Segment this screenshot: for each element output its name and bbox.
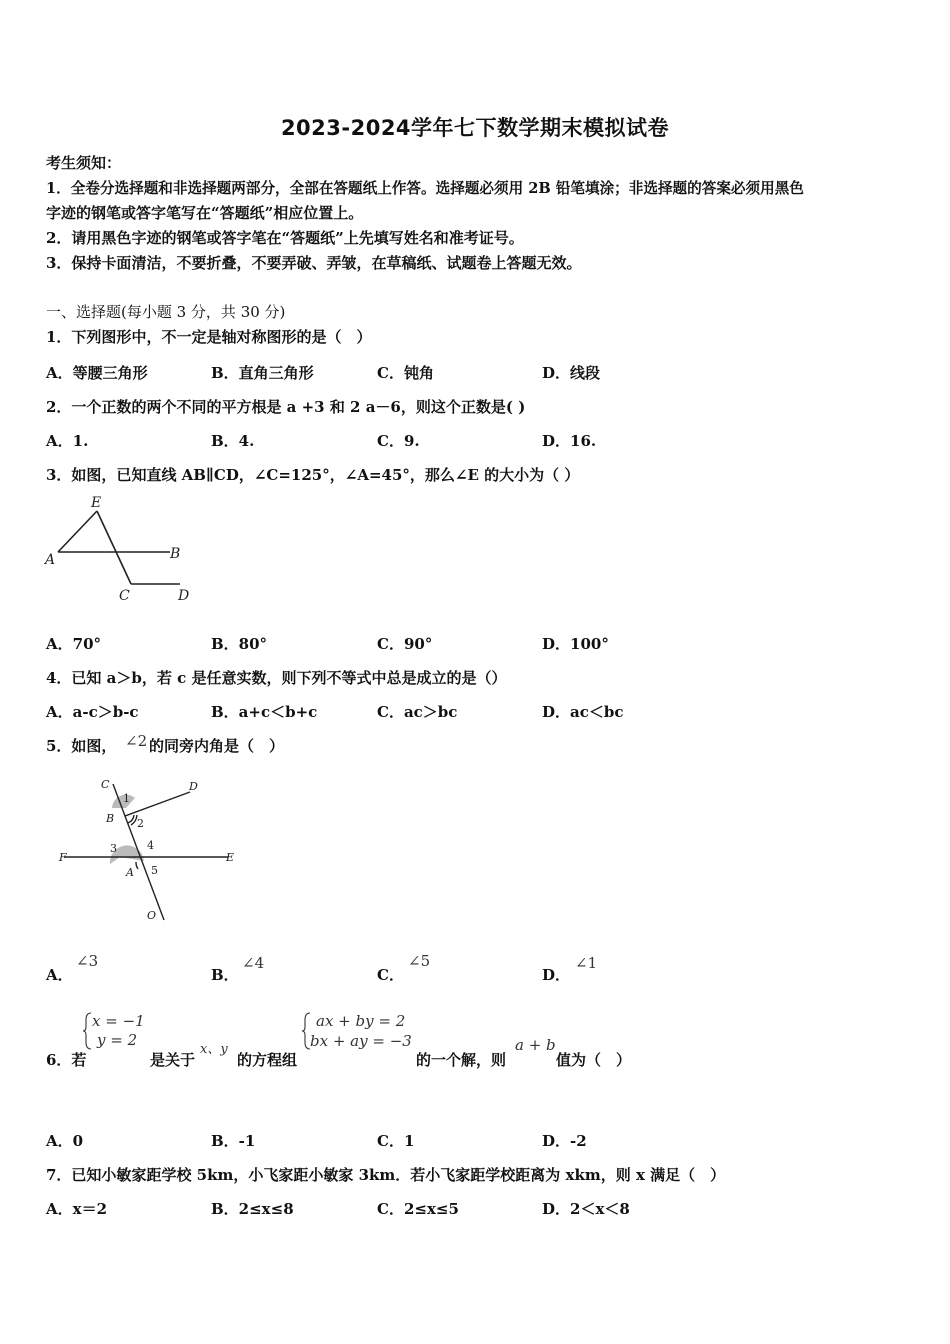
q6-option-d[interactable]: D．-2 (542, 1132, 587, 1150)
q2-option-b[interactable]: B．4. (211, 432, 255, 450)
q1-option-a[interactable]: A．等腰三角形 (46, 364, 148, 382)
q6-vars: x、y (200, 1042, 228, 1057)
question-4-stem: 4．已知 a＞b，若 c 是任意实数，则下列不等式中总是成立的是（） (46, 669, 507, 687)
question-2-stem: 2．一个正数的两个不同的平方根是 a +3 和 2 a－6，则这个正数是( ) (46, 398, 526, 416)
q5-option-b[interactable]: B． (211, 966, 239, 984)
q4-option-c[interactable]: C．ac＞bc (377, 703, 458, 721)
label-b: B (170, 546, 181, 562)
q1-option-c[interactable]: C．钝角 (377, 364, 434, 382)
question-5-stem-pre: 5．如图， (46, 737, 117, 755)
question-3-stem: 3．如图，已知直线 AB∥CD，∠C=125°，∠A=45°，那么∠E 的大小为（ ） (46, 466, 580, 484)
question-5-stem-post: 的同旁内角是（ ） (149, 737, 285, 755)
q3-option-d[interactable]: D．100° (542, 635, 609, 653)
q6-sys1-line2: y = 2 (97, 1031, 138, 1049)
q5-option-d[interactable]: D． (542, 966, 571, 984)
arc-2a (128, 815, 134, 823)
label-c: C (101, 778, 110, 791)
label-e: E (91, 495, 102, 511)
q7-option-a[interactable]: A．x＝2 (46, 1200, 108, 1218)
q5-stem-angle: ∠2 (125, 732, 148, 750)
question-6-stem-mid3: 的一个解，则 (416, 1051, 507, 1069)
q6-option-a[interactable]: A．0 (46, 1132, 84, 1150)
question-6-stem-mid1: 是关于 (150, 1051, 196, 1069)
q5-figure (50, 770, 250, 930)
q7-option-c[interactable]: C．2≤x≤5 (377, 1200, 459, 1218)
label-3: 3 (110, 842, 117, 855)
label-1: 1 (123, 792, 130, 805)
arc-5 (136, 862, 138, 869)
q5-option-c-angle: ∠5 (408, 952, 431, 970)
q2-option-d[interactable]: D．16. (542, 432, 597, 450)
q2-option-c[interactable]: C．9. (377, 432, 420, 450)
q6-sys1-line1: x = −1 (92, 1012, 145, 1030)
label-4: 4 (147, 839, 154, 852)
q5-option-d-angle: ∠1 (575, 954, 598, 972)
q4-option-b[interactable]: B．a+c＜b+c (211, 703, 318, 721)
label-b: B (106, 812, 115, 825)
notice-line-1a: 1．全卷分选择题和非选择题两部分，全部在答题纸上作答。选择题必须用 2B 铅笔填涂；非选择题的答案必须用黑色 (46, 180, 804, 197)
question-6-stem-post: 值为（ ） (556, 1051, 632, 1069)
q3-option-a[interactable]: A．70° (46, 635, 102, 653)
label-a: A (45, 552, 56, 568)
q5-option-a[interactable]: A． (46, 966, 73, 984)
q5-option-c[interactable]: C． (377, 966, 404, 984)
label-a: A (126, 866, 134, 879)
line-ae (58, 511, 97, 552)
q7-option-b[interactable]: B．2≤x≤8 (211, 1200, 294, 1218)
notice-heading: 考生须知： (46, 154, 122, 172)
question-1-stem: 1．下列图形中，不一定是轴对称图形的是（ ） (46, 328, 372, 346)
page-title: 2023-2024学年七下数学期末模拟试卷 (280, 116, 670, 140)
label-5: 5 (151, 864, 158, 877)
q4-option-a[interactable]: A．a-c＞b-c (46, 703, 139, 721)
q4-option-d[interactable]: D．ac＜bc (542, 703, 624, 721)
q7-option-d[interactable]: D．2＜x＜8 (542, 1200, 630, 1218)
q6-sys2-line2: bx + ay = −3 (310, 1032, 412, 1050)
label-e: E (226, 851, 235, 864)
q5-option-a-angle: ∠3 (76, 952, 99, 970)
q6-sys2-line1: ax + by = 2 (316, 1012, 406, 1030)
notice-line-2: 2．请用黑色字迹的钢笔或答字笔在“答题纸”上先填写姓名和准考证号。 (46, 229, 524, 247)
q2-option-a[interactable]: A．1. (46, 432, 89, 450)
q3-option-b[interactable]: B．80° (211, 635, 268, 653)
section-heading: 一、选择题(每小题 3 分，共 30 分) (46, 303, 286, 321)
q5-option-b-angle: ∠4 (242, 954, 265, 972)
label-d: D (178, 588, 190, 604)
line-bd (125, 792, 190, 816)
label-f: F (59, 851, 67, 864)
question-6-stem-pre: 6．若 (46, 1051, 87, 1069)
label-c: C (119, 588, 130, 604)
notice-line-1b: 字迹的钢笔或答字笔写在“答题纸”相应位置上。 (46, 204, 364, 222)
q1-option-d[interactable]: D．线段 (542, 364, 601, 382)
line-ec (97, 511, 131, 584)
q6-option-c[interactable]: C．1 (377, 1132, 415, 1150)
q3-option-c[interactable]: C．90° (377, 635, 433, 653)
notice-line-3: 3．保持卡面清洁，不要折叠，不要弄破、弄皱，在草稿纸、试题卷上答题无效。 (46, 254, 582, 272)
label-o: O (147, 909, 157, 922)
question-7-stem: 7．已知小敏家距学校 5km，小飞家距小敏家 3km．若小飞家距学校距离为 xkm，则 x 满足（ ） (46, 1166, 726, 1184)
q3-figure (40, 490, 200, 608)
label-2: 2 (137, 817, 144, 830)
label-d: D (189, 780, 198, 793)
q1-option-b[interactable]: B．直角三角形 (211, 364, 314, 382)
q6-expr: a + b (515, 1036, 556, 1054)
question-6-stem-mid2: 的方程组 (237, 1051, 298, 1069)
q6-option-b[interactable]: B．-1 (211, 1132, 256, 1150)
